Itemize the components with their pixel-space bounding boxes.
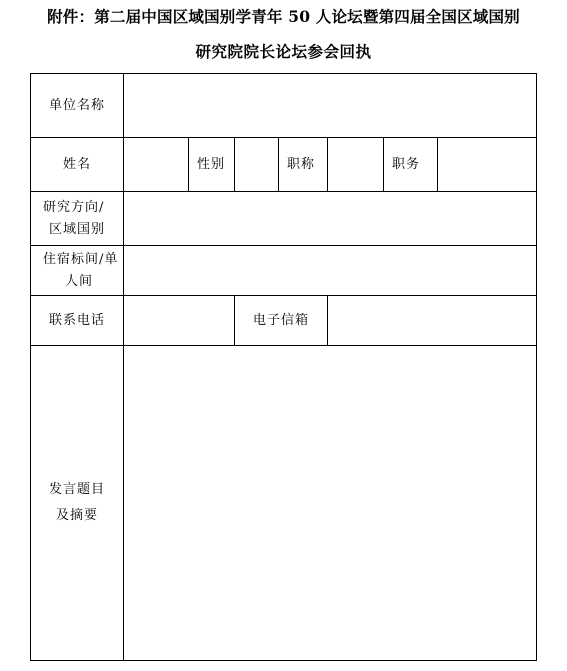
phone-field[interactable]	[124, 296, 235, 346]
email-label-cell	[235, 296, 328, 346]
research-label-line1: 研究方向/	[43, 199, 105, 215]
gender-field[interactable]	[235, 138, 279, 192]
contact-row	[31, 296, 537, 346]
title-label: 职称	[287, 156, 316, 172]
unit-name-row	[31, 74, 537, 138]
email-label: 电子信箱	[252, 312, 309, 328]
research-label-line2: 区域国别	[49, 221, 106, 237]
name-field[interactable]	[124, 138, 189, 192]
gender-label-cell	[189, 138, 235, 192]
lodging-label-line1: 住宿标间/单	[43, 251, 119, 267]
research-direction-row	[31, 192, 537, 246]
phone-label-cell	[31, 296, 124, 346]
position-label: 职务	[392, 156, 421, 172]
lodging-field[interactable]	[124, 246, 537, 296]
email-field[interactable]	[328, 296, 537, 346]
lodging-label-line2: 人间	[65, 273, 94, 289]
speech-label-line2: 及摘要	[55, 508, 98, 523]
title-label-cell	[279, 138, 328, 192]
speech-label-line1: 发言题目	[48, 482, 105, 497]
lodging-row	[31, 246, 537, 296]
position-field[interactable]	[438, 138, 537, 192]
unit-name-field[interactable]	[124, 74, 537, 138]
personal-info-row	[31, 138, 537, 192]
document-title-line-1: 附件：第二届中国区域国别学青年 50 人论坛暨第四届全国区域国别	[47, 7, 520, 26]
title-field[interactable]	[328, 138, 384, 192]
registration-form-table	[30, 73, 537, 661]
unit-name-label-cell	[31, 74, 124, 138]
name-label: 姓名	[62, 156, 91, 172]
speech-abstract-field[interactable]	[124, 346, 537, 661]
name-label-cell	[31, 138, 124, 192]
unit-name-label: 单位名称	[48, 97, 105, 113]
gender-label: 性别	[197, 156, 226, 172]
speech-label-cell	[31, 346, 124, 661]
speech-row	[31, 346, 537, 661]
research-direction-field[interactable]	[124, 192, 537, 246]
position-label-cell	[384, 138, 438, 192]
lodging-label-cell	[31, 246, 124, 296]
research-label-cell	[31, 192, 124, 246]
phone-label: 联系电话	[48, 312, 105, 328]
document-title-line-2: 研究院院长论坛参会回执	[195, 42, 372, 61]
